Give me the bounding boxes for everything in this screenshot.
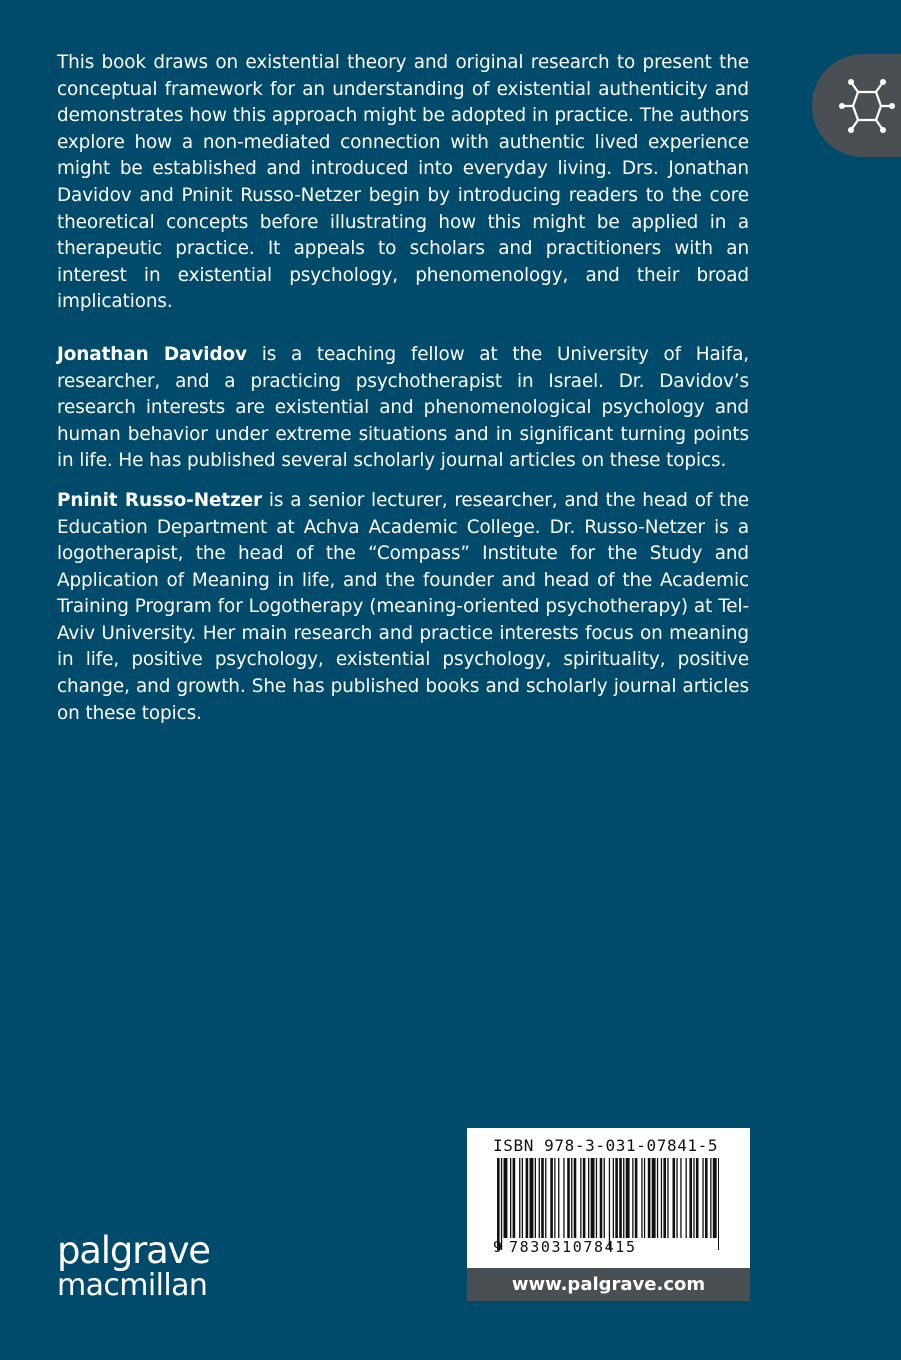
barcode-bar (545, 1158, 546, 1238)
barcode-bar (676, 1158, 677, 1238)
barcode-bar (641, 1158, 642, 1238)
barcode-bar (600, 1158, 603, 1238)
barcode-bar (632, 1158, 633, 1238)
barcode-bar (613, 1158, 614, 1238)
barcode-bar (526, 1158, 529, 1238)
barcode-bar (558, 1158, 559, 1238)
barcode-bar (522, 1158, 523, 1238)
barcode-bar (609, 1158, 610, 1250)
barcode-bar (510, 1158, 511, 1238)
barcode-bar (713, 1158, 717, 1238)
barcode-bar (710, 1158, 711, 1238)
back-cover-text (57, 50, 749, 727)
barcode-bar (696, 1158, 699, 1238)
publisher-logo-tab (812, 54, 901, 157)
barcode-bar (657, 1158, 658, 1238)
barcode-bar (680, 1158, 681, 1238)
barcode-bar (718, 1158, 719, 1250)
barcode-bar (652, 1158, 656, 1238)
book-description: This book draws on existential theory and original research to present the conceptual framework for an understanding of existential authenticity and demonstrates how this approach might be adopted in practice. The authors explore how a non-mediated connection with authentic lived experience might be established and introduced into everyday living. Drs. Jonathan Davidov and Pninit Russo-Netzer begin by introducing readers to the core theoretical concepts before illustrating how this might be applied in a therapeutic practice. It appeals to scholars and practitioners with an interest in existential psychology, phenomenology, and their broad implications. (57, 52, 749, 313)
barcode-bar (615, 1158, 618, 1238)
barcode-bar (648, 1158, 651, 1238)
author-bio-text-russo-netzer: is a senior lecturer, researcher, and the head of the Education Department at Achva Academic College. Dr. Russo-Netzer is a logotherapist, the head of the “Compass” Institute for the Study and Application of Meaning in life, and the founder and head of the Academic Training Program for Logotherapy (meaning-oriented psychotherapy) at Tel-Aviv University. Her main research and practice interests focus on meaning in life, positive psychology, existential psychology, spirituality, positive change, and growth. She has published books and scholarly journal articles on these topics. (57, 489, 749, 724)
barcode-digits-rest: 783031078415 (509, 1238, 637, 1256)
barcode-bar (644, 1158, 645, 1238)
barcode-digit-first: 9 (493, 1238, 503, 1256)
logo-word-macmillan: macmillan (57, 1268, 208, 1303)
barcode-bar (661, 1158, 662, 1238)
isbn-barcode (467, 1128, 750, 1268)
website-strip (467, 1268, 750, 1301)
barcode-bar (596, 1158, 597, 1238)
barcode-bar (504, 1158, 508, 1238)
barcode-bar (530, 1158, 534, 1238)
logo-word-palgrave: palgrave (57, 1229, 210, 1272)
barcode-bar (550, 1158, 553, 1238)
palgrave-network-icon (839, 78, 895, 134)
barcode-bar (554, 1158, 555, 1238)
barcode-bar (497, 1158, 500, 1250)
barcode-bar (623, 1158, 624, 1238)
barcode-bar (563, 1158, 564, 1238)
barcode-bars (497, 1158, 719, 1250)
author-bio-davidov (57, 342, 749, 475)
barcode-bar (571, 1158, 572, 1238)
barcode-bar (567, 1158, 570, 1238)
barcode-bar (705, 1158, 708, 1238)
isbn-label: ISBN 978-3-031-07841-5 (493, 1136, 719, 1155)
palgrave-macmillan-logo (57, 1229, 210, 1303)
barcode-bar (626, 1158, 630, 1238)
barcode-bar (539, 1158, 540, 1238)
barcode-bar (501, 1158, 502, 1250)
barcode-bar (686, 1158, 687, 1238)
barcode-bar (635, 1158, 638, 1238)
barcode-bar (574, 1158, 577, 1238)
barcode-bar (583, 1158, 586, 1238)
publisher-website: www.palgrave.com (511, 1274, 706, 1295)
barcode-bar (693, 1158, 694, 1238)
barcode-bar (663, 1158, 666, 1238)
barcode-bar (702, 1158, 703, 1238)
author-bio-russo-netzer (57, 488, 749, 727)
barcode-bar (667, 1158, 668, 1238)
barcode-bar (673, 1158, 676, 1238)
author-name-davidov: Jonathan Davidov (57, 343, 247, 365)
barcode-bar (541, 1158, 544, 1238)
barcode-bar (513, 1158, 516, 1238)
barcode-bar (689, 1158, 692, 1238)
barcode-bar (535, 1158, 536, 1238)
barcode-bar (604, 1158, 605, 1238)
barcode-bar (519, 1158, 520, 1238)
barcode-bar (591, 1158, 595, 1238)
barcode-bar (580, 1158, 581, 1238)
barcode-bar (619, 1158, 622, 1238)
author-name-russo-netzer: Pninit Russo-Netzer (57, 489, 263, 511)
barcode-bar (588, 1158, 589, 1238)
author-bio-text-davidov: is a teaching fellow at the University of Haifa, researcher, and a practicing psychotherapist in Israel. Dr. Davidov’s research interests are existential and phenomenological psychology and human behavior under extreme situations and in significant turning points in life. He has published several scholarly journal articles on these topics. (57, 343, 749, 472)
